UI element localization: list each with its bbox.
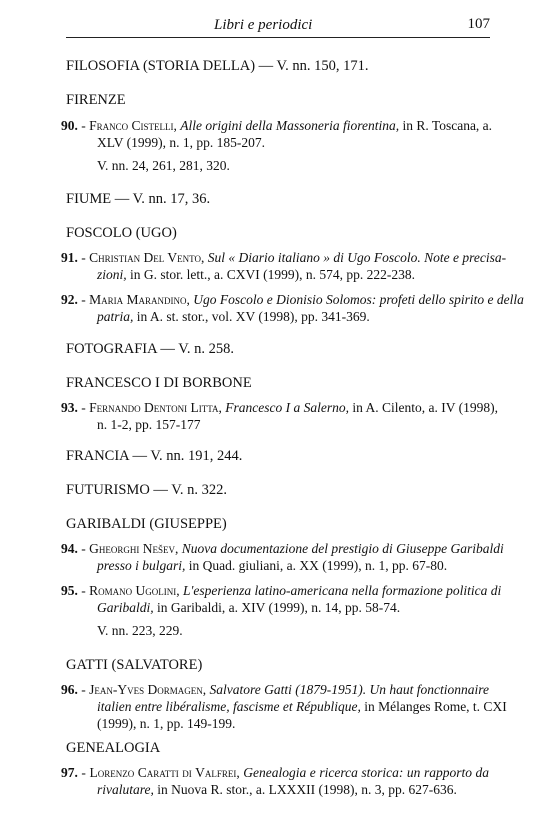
entry-title-cont: Garibaldi, <box>97 600 154 615</box>
entry-title: L'esperienza latino-americana nella formazione politica di <box>183 583 502 598</box>
entry-number: 92. <box>61 292 78 307</box>
entry-title: Sul « Diario italiano » di Ugo Foscolo. Note e precisa- <box>207 250 507 265</box>
entry-92: 92. - Maria Marandino, Ugo Foscolo e Dionisio Solomos: profeti dello spirito e della <box>61 292 524 307</box>
section-heading: GENEALOGIA <box>66 740 161 756</box>
entry-title: Alle origini della Massoneria fiorentina, <box>180 118 400 133</box>
entry-citation: in Nuova R. stor., a. LXXXII (1998), n. 3, pp. 627-636. <box>157 782 457 797</box>
entry-author: Gheorghi Nešev, <box>89 541 179 556</box>
entry-citation-line <box>97 782 457 798</box>
entry-citation: in A. Cilento, a. IV (1998), <box>352 400 498 415</box>
entry-title: Nuova documentazione del prestigio di Giuseppe Garibaldi <box>181 541 504 556</box>
section-heading: FOSCOLO (UGO) <box>66 225 177 241</box>
entry-citation-line <box>97 600 400 616</box>
section-heading: FOTOGRAFIA — V. n. 258. <box>66 341 234 357</box>
entry-citation: in G. stor. lett., a. CXVI (1999), n. 574, pp. 222-238. <box>130 267 415 282</box>
entry-citation: in R. Toscana, a. <box>402 118 493 133</box>
see-also: V. nn. 24, 261, 281, 320. <box>97 158 230 173</box>
entry-number: 95. <box>61 583 78 598</box>
entry-91: 91. - Christian Del Vento, Sul « Diario italiano » di Ugo Foscolo. Note e precisa- <box>61 250 507 265</box>
section-heading: FIUME — V. nn. 17, 36. <box>66 191 211 207</box>
section-heading: FUTURISMO — V. n. 322. <box>66 482 228 498</box>
section-heading: FRANCIA — V. nn. 191, 244. <box>66 448 243 464</box>
entry-97: 97. - Lorenzo Caratti di Valfrei, Genealogia e ricerca storica: un rapporto da <box>61 765 490 780</box>
entry-title-cont: rivalutare, <box>97 782 154 797</box>
entry-number: 93. <box>61 400 78 415</box>
entry-citation-line <box>97 267 415 283</box>
entry-citation-line <box>97 558 447 574</box>
entry-author: Lorenzo Caratti di Valfrei, <box>89 765 240 780</box>
entry-citation: in Garibaldi, a. XIV (1999), n. 14, pp. 58-74. <box>157 600 401 615</box>
entry-title: Salvatore Gatti (1879-1951). Un haut fonctionnaire <box>209 682 490 697</box>
entry-93: 93. - Fernando Dentoni Litta, Francesco I a Salerno, in A. Cilento, a. IV (1998), <box>61 400 498 415</box>
entry-96: 96. - Jean-Yves Dormagen, Salvatore Gatti (1879-1951). Un haut fonctionnaire <box>61 682 490 697</box>
running-header <box>66 15 490 38</box>
page-number: 107 <box>467 16 490 32</box>
entry-author: Fernando Dentoni Litta, <box>89 400 222 415</box>
entry-number: 94. <box>61 541 78 556</box>
section-heading: FIRENZE <box>66 92 126 108</box>
entry-author: Franco Cistelli, <box>89 118 177 133</box>
entry-number: 91. <box>61 250 78 265</box>
entry-title: Ugo Foscolo e Dionisio Solomos: profeti dello spirito e della <box>193 292 524 307</box>
section-heading: FILOSOFIA (STORIA DELLA) — V. nn. 150, 171. <box>66 58 369 74</box>
entry-citation-line <box>97 309 370 325</box>
entry-title: Francesco I a Salerno, <box>225 400 349 415</box>
entry-author: Maria Marandino, <box>89 292 190 307</box>
section-heading: GATTI (SALVATORE) <box>66 657 203 673</box>
entry-title-cont: presso i bulgari, <box>97 558 186 573</box>
entry-citation-line: (1999), n. 1, pp. 149-199. <box>97 716 236 731</box>
entry-citation-line: n. 1-2, pp. 157-177 <box>97 417 201 432</box>
entry-number: 96. <box>61 682 78 697</box>
entry-citation: in A. st. stor., vol. XV (1998), pp. 341-369. <box>136 309 370 324</box>
entry-number: 97. <box>61 765 78 780</box>
entry-citation-line: XLV (1999), n. 1, pp. 185-207. <box>97 135 265 150</box>
section-heading: GARIBALDI (GIUSEPPE) <box>66 516 227 532</box>
entry-title-cont: italien entre libéralisme, fascisme et République, <box>97 699 361 714</box>
entry-title: Genealogia e ricerca storica: un rapporto da <box>243 765 490 780</box>
entry-citation-line <box>97 699 507 715</box>
running-title: Libri e periodici <box>214 17 313 33</box>
entry-95: 95. - Romano Ugolini, L'esperienza latino-americana nella formazione politica di <box>61 583 502 598</box>
section-heading: FRANCESCO I DI BORBONE <box>66 375 252 391</box>
entry-author: Jean-Yves Dormagen, <box>89 682 207 697</box>
entry-citation: in Mélanges Rome, t. CXI <box>364 699 507 714</box>
entry-title-cont: patria, <box>97 309 134 324</box>
entry-author: Romano Ugolini, <box>89 583 180 598</box>
entry-number: 90. <box>61 118 78 133</box>
entry-citation: in Quad. giuliani, a. XX (1999), n. 1, pp. 67-80. <box>188 558 448 573</box>
entry-author: Christian Del Vento, <box>89 250 205 265</box>
entry-94: 94. - Gheorghi Nešev, Nuova documentazione del prestigio di Giuseppe Garibaldi <box>61 541 504 556</box>
entry-90: 90. - Franco Cistelli, Alle origini della Massoneria fiorentina, in R. Toscana, a. <box>61 118 493 133</box>
entry-title-cont: zioni, <box>97 267 127 282</box>
see-also: V. nn. 223, 229. <box>97 623 183 638</box>
